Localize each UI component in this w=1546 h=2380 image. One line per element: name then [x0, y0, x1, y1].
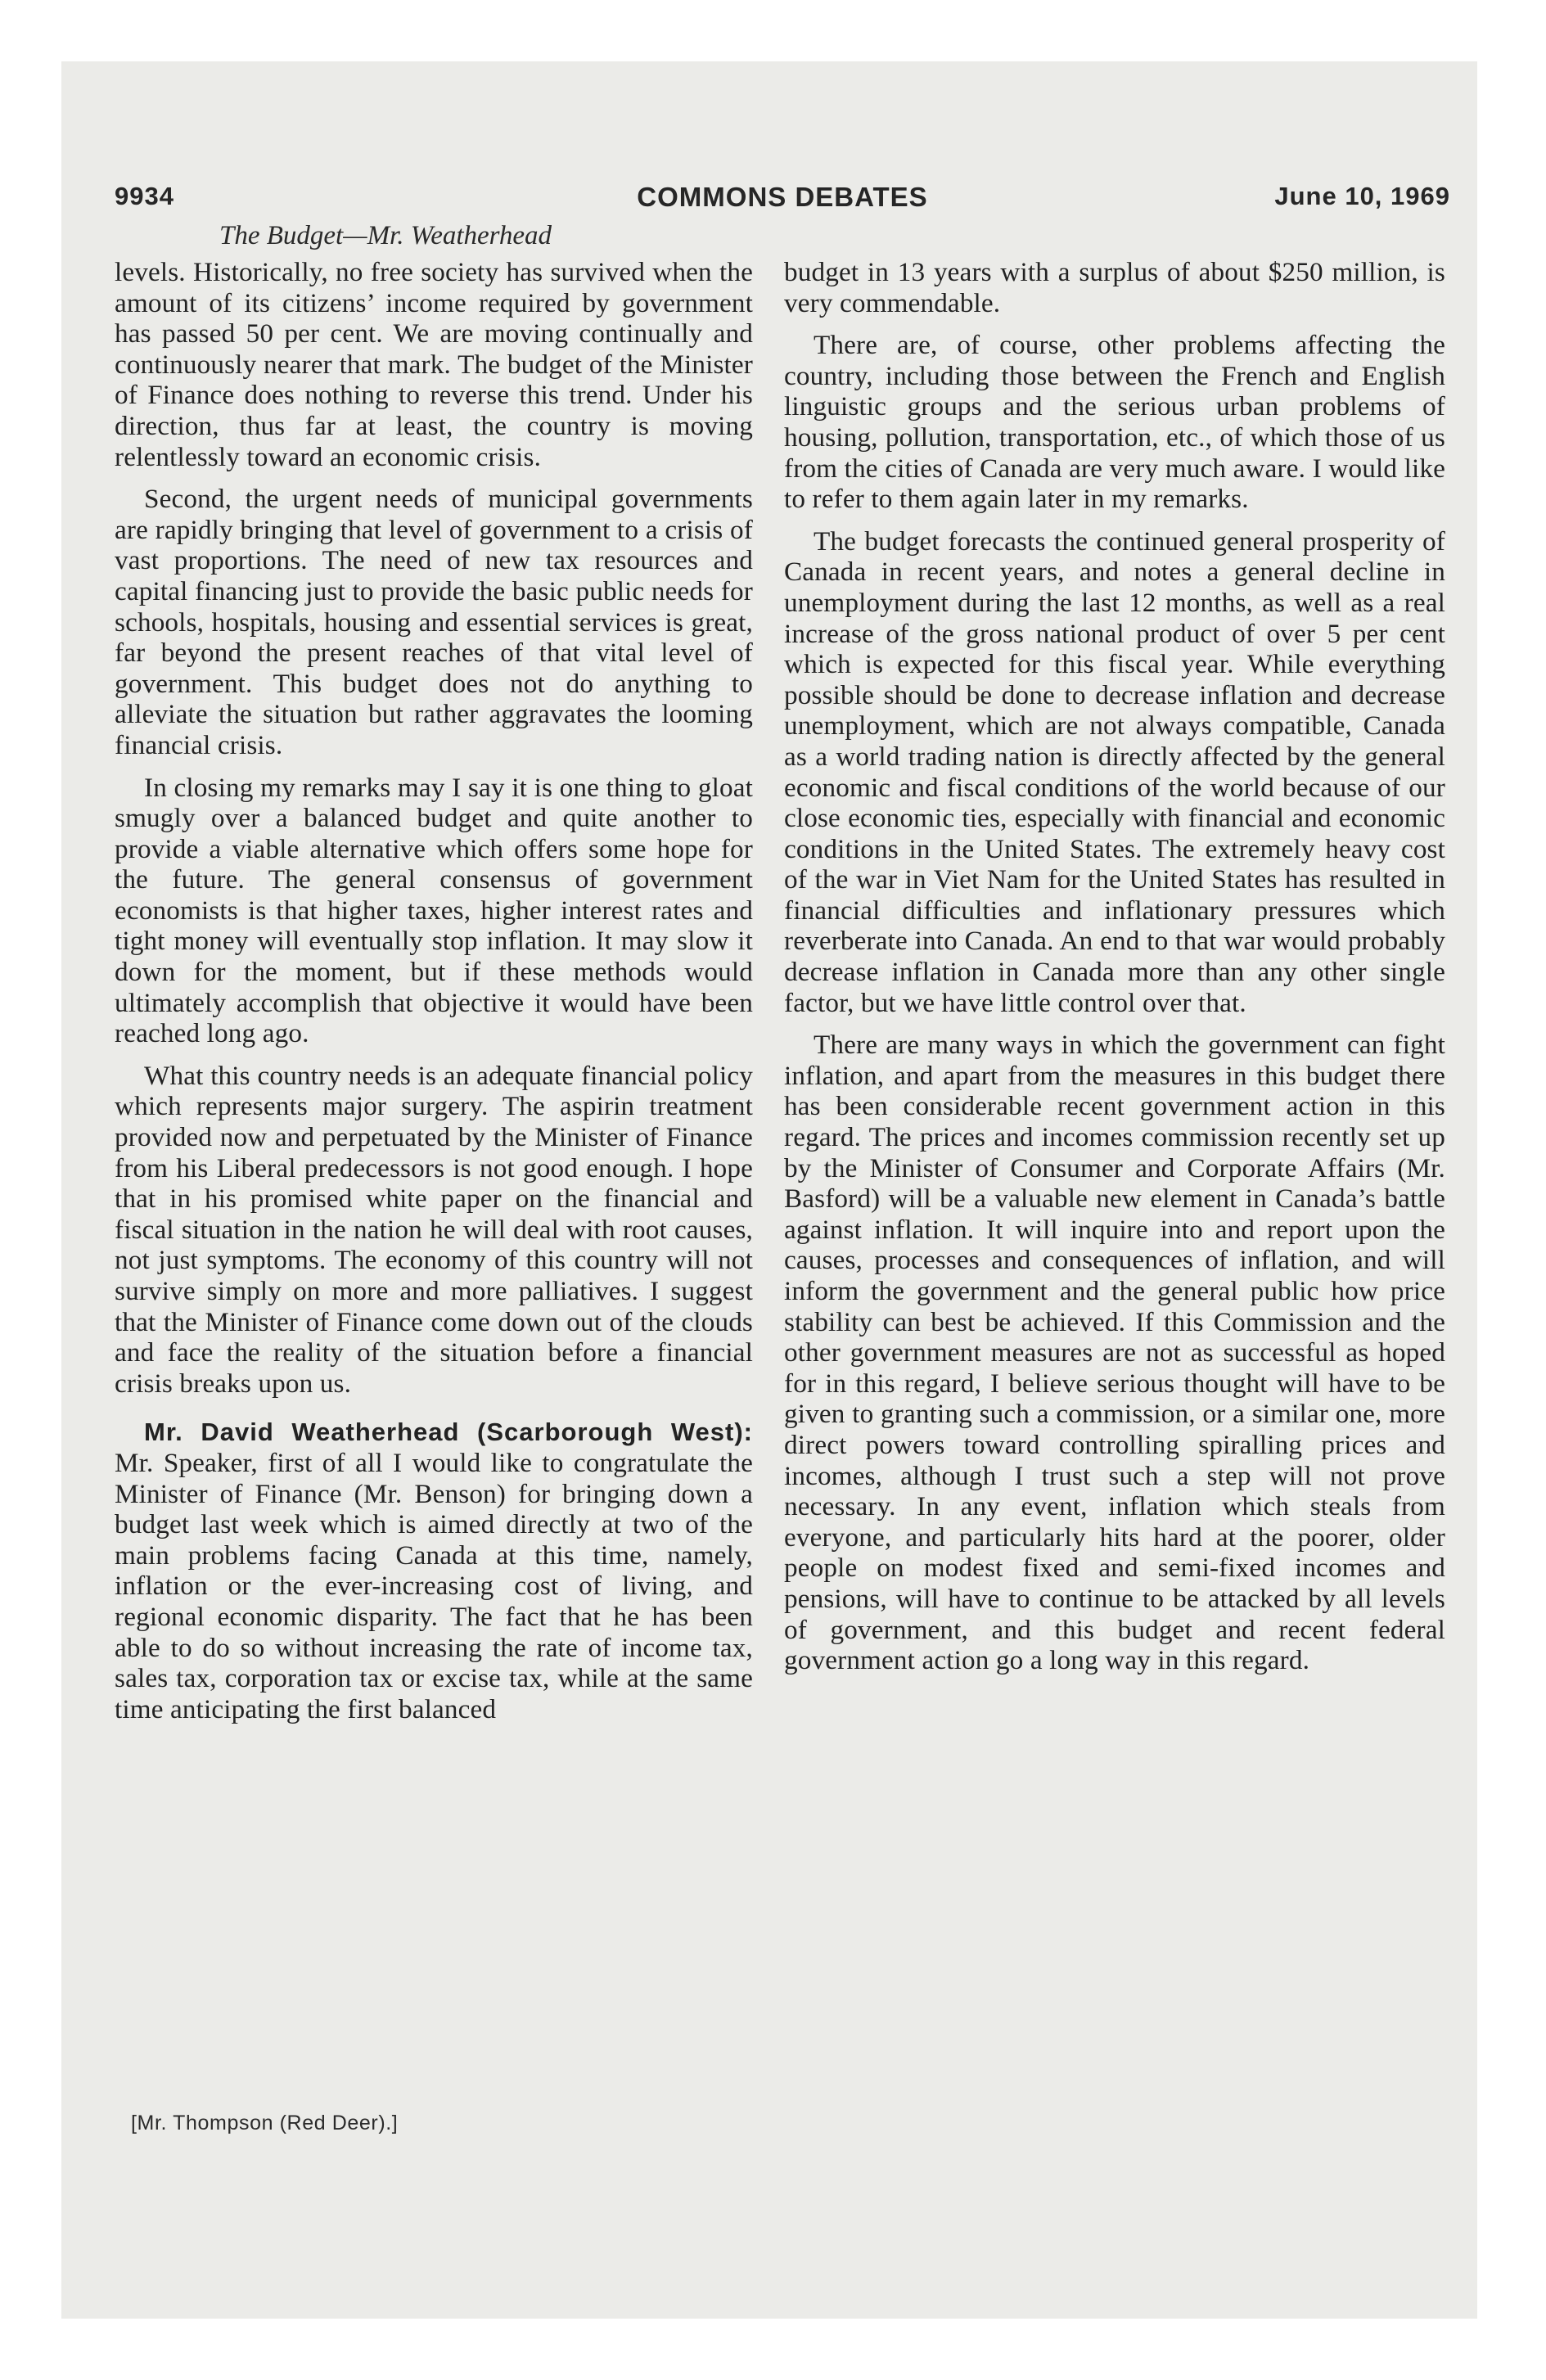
- left-paragraph-3: In closing my remarks may I say it is one thing to gloat smugly over a balanced budget and quite another to provide a viable alternative which offers some hope for the future. The general consensus of government economists is that higher taxes, higher interest rates and tight money will eventually stop inflation. It may slow it down for the moment, but if these methods would ultimately accomplish that objective it would have been reached long ago.: [115, 772, 753, 1049]
- running-head: The Budget—Mr. Weatherhead: [219, 221, 552, 250]
- right-paragraph-4: There are many ways in which the government can fight inflation, and apart from the measures in this budget there has been considerable recent government action in this regard. The prices and incomes commission recently set up by the Minister of Consumer and Corporate Affairs (Mr. Basford) will be a valuable new element in Canada’s battle against inflation. It will inquire into and report upon the causes, processes and consequences of inflation, and will inform the government and the general public how price stability can best be achieved. If this Commission and the other government measures are not as successful as hoped for in this regard, I believe serious thought will have to be given to granting such a commission, or a similar one, more direct powers toward controlling spiralling prices and incomes, although I trust such a step will not prove necessary. In any event, inflation which steals from everyone, and particularly hits hard at the poorer, older people on modest fixed and semi-fixed incomes and pensions, will have to continue to be attacked by all levels of government, and this budget and recent federal government action go a long way in this regard.: [784, 1030, 1445, 1676]
- right-paragraph-2: There are, of course, other problems affecting the country, including those between the French and English linguistic groups and the serious urban problems of housing, pollution, transportation, etc., of which those of us from the cities of Canada are very much aware. I would like to refer to them again later in my remarks.: [784, 330, 1445, 515]
- right-column: [784, 257, 1445, 1688]
- left-paragraph-1: levels. Historically, no free society has survived when the amount of its citizens’ income required by government has passed 50 per cent. We are moving continually and continuously nearer that mark. The budget of the Minister of Finance does nothing to reverse this trend. Under his direction, thus far at least, the country is moving relentlessly toward an economic crisis.: [115, 257, 753, 472]
- speech-text: Mr. Speaker, first of all I would like to congratulate the Minister of Finance (Mr. Benson) for bringing down a budget last week which is aimed directly at two of the main problems facing Canada at this time, namely, inflation or the ever-increasing cost of living, and regional economic disparity. The fact that he has been able to do so without increasing the rate of income tax, sales tax, corporation tax or excise tax, while at the same time anticipating the first balanced: [115, 1447, 753, 1724]
- left-paragraph-2: Second, the urgent needs of municipal governments are rapidly bringing that level of government to a crisis of vast proportions. The need of new tax resources and capital financing just to provide the basic public needs for schools, hospitals, housing and essential services is great, far beyond the present reaches of that vital level of government. This budget does not do anything to alleviate the situation but rather aggravates the looming financial crisis.: [115, 484, 753, 760]
- speech-paragraph: [115, 1417, 753, 1724]
- left-column: [115, 257, 753, 1736]
- page-header: [115, 182, 1450, 214]
- page-date: June 10, 1969: [1274, 182, 1450, 210]
- footnote: [Mr. Thompson (Red Deer).]: [131, 2112, 399, 2134]
- right-paragraph-3: The budget forecasts the continued general prosperity of Canada in recent years, and notes a general decline in unemployment during the last 12 months, as well as a real increase of the gross national product of over 5 per cent which is expected for this fiscal year. While everything possible should be done to decrease inflation and decrease unemployment, which are not always compatible, Canada as a world trading nation is directly affected by the general economic and fiscal conditions of the world because of our close economic ties, especially with financial and economic conditions in the United States. The extremely heavy cost of the war in Viet Nam for the United States has resulted in financial difficulties and inflationary pressures which reverberate into Canada. An end to that war would probably decrease inflation in Canada more than any other single factor, but we have little control over that.: [784, 525, 1445, 1018]
- speaker-name: Mr. David Weatherhead (Scarborough West):: [144, 1418, 753, 1447]
- left-paragraph-4: What this country needs is an adequate financial policy which represents major surgery. The aspirin treatment provided now and perpetuated by the Minister of Finance from his Liberal predecessors is not good enough. I hope that in his promised white paper on the financial and fiscal situation in the nation he will deal with root causes, not just symptoms. The economy of this country will not survive simply on more and more palliatives. I suggest that the Minister of Finance come down out of the clouds and face the reality of the situation before a financial crisis breaks upon us.: [115, 1060, 753, 1399]
- right-paragraph-1: budget in 13 years with a surplus of about $250 million, is very commendable.: [784, 257, 1445, 318]
- page-number: 9934: [115, 182, 174, 210]
- publication-title: COMMONS DEBATES: [637, 182, 928, 212]
